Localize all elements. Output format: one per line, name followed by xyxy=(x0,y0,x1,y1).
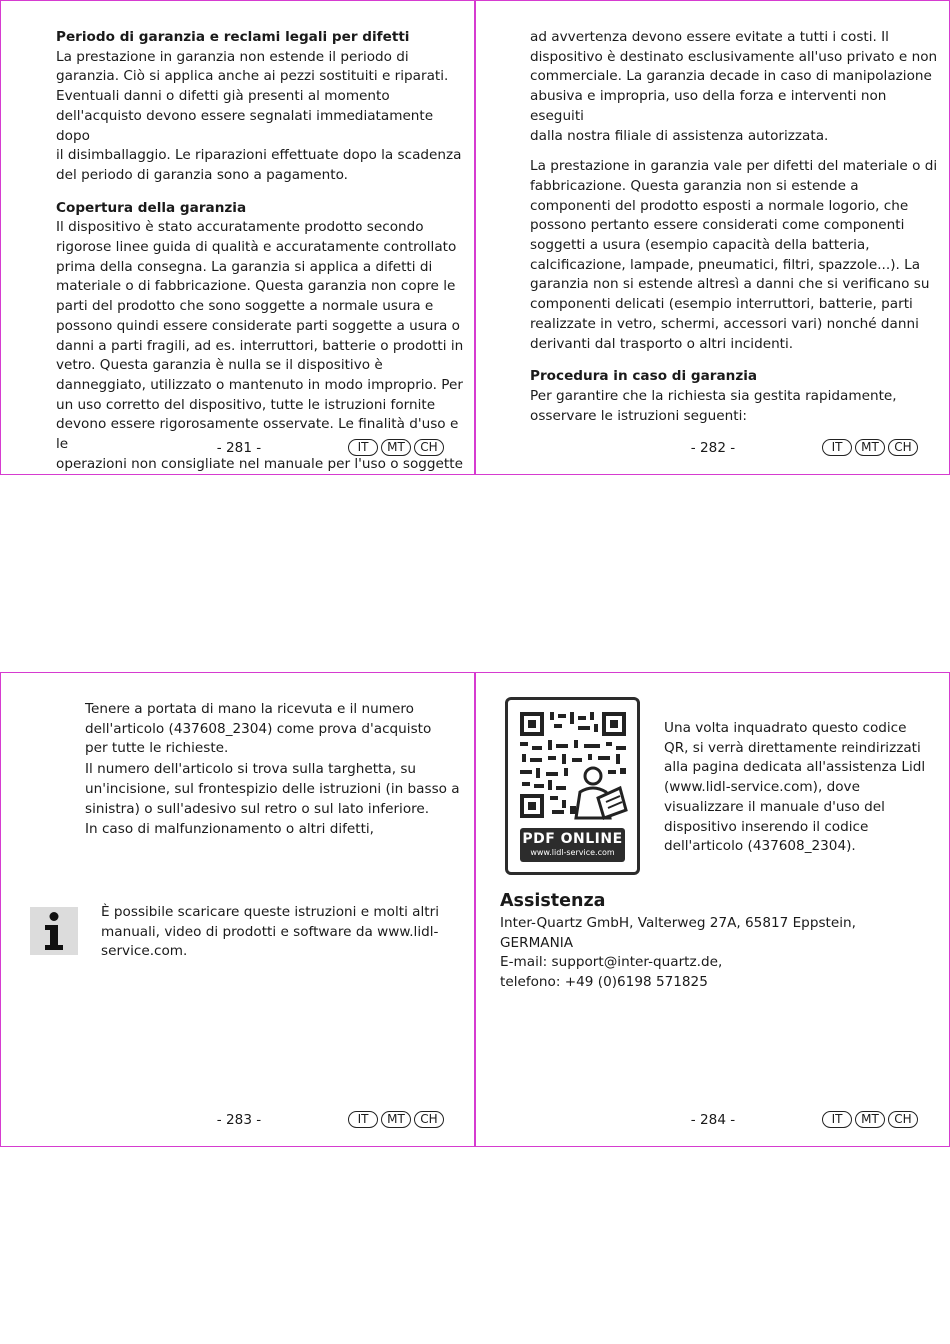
contact-line: telefono: +49 (0)6198 571825 xyxy=(500,974,708,991)
para-line: ad avvertenza devono essere evitate a tutti i costi. Il xyxy=(530,29,889,45)
country-code-mt: MT xyxy=(855,1111,885,1128)
country-code-ch: CH xyxy=(414,1111,444,1128)
para-line: il disimballaggio. Le riparazioni effettuate dopo la scadenza xyxy=(56,147,462,164)
para-line: Per garantire che la richiesta sia gestita rapidamente, xyxy=(530,387,897,404)
info-line: È possibile scaricare queste istruzioni e molti altri xyxy=(101,904,439,920)
pdf-online-title: PDF ONLINE xyxy=(522,831,623,847)
para-line: soggetti a usura (esempio capacità della batteria, xyxy=(530,237,870,254)
qr-text-line: Una volta inquadrato questo codice xyxy=(664,720,907,736)
pdf-online-url: www.lidl-service.com xyxy=(530,848,615,857)
page-283-body xyxy=(85,700,465,840)
heading-warranty-coverage: Copertura della garanzia xyxy=(56,199,247,216)
country-code-ch: CH xyxy=(414,439,444,456)
para-line: parti del prodotto che sono soggette a normale usura e xyxy=(56,298,434,315)
heading-warranty-procedure: Procedura in caso di garanzia xyxy=(530,368,758,385)
para-line: Tenere a portata di mano la ricevuta e il numero xyxy=(85,701,414,717)
heading-warranty-period: Periodo di garanzia e reclami legali per difetti xyxy=(56,29,410,45)
contact-line: GERMANIA xyxy=(500,934,574,951)
assistance-section xyxy=(500,891,930,993)
para-line: Il numero dell'articolo si trova sulla targhetta, su xyxy=(85,761,417,778)
assistance-heading: Assistenza xyxy=(500,891,606,911)
para-line: realizzate in vetro, schermi, accessori vari) nonché danni xyxy=(530,315,919,332)
para-line: devono essere rigorosamente osservate. Le finalità d'uso e le xyxy=(56,416,459,453)
qr-text-line: (www.lidl-service.com), dove xyxy=(664,779,860,796)
info-icon xyxy=(30,907,78,955)
qr-text-line: QR, si verrà direttamente reindirizzati xyxy=(664,739,921,756)
contact-line: E-mail: support@inter-quartz.de, xyxy=(500,954,723,971)
para-line: dell'acquisto devono essere segnalati immediatamente dopo xyxy=(56,107,434,144)
country-code-it: IT xyxy=(822,1111,852,1128)
para-line: commerciale. La garanzia decade in caso di manipolazione xyxy=(530,68,932,85)
qr-description xyxy=(664,719,934,857)
country-code-it: IT xyxy=(348,1111,378,1128)
para-line: dalla nostra filiale di assistenza autorizzata. xyxy=(530,127,829,144)
para-line: dispositivo è destinato esclusivamente all'uso privato e non xyxy=(530,48,938,65)
para-line: un uso corretto del dispositivo, tutte le istruzioni fornite xyxy=(56,396,436,413)
qr-text-line: dispositivo inserendo il codice xyxy=(664,818,869,835)
para-line: osservare le istruzioni seguenti: xyxy=(530,407,747,424)
pdf-online-badge xyxy=(520,828,625,862)
info-note xyxy=(101,903,461,962)
qr-pattern xyxy=(518,710,628,822)
para-line: dell'articolo (437608_2304) come prova d'acquisto xyxy=(85,720,432,737)
country-code-it: IT xyxy=(822,439,852,456)
para-line: abusiva e impropria, uso della forza e interventi non eseguiti xyxy=(530,88,887,124)
country-code-ch: CH xyxy=(888,439,918,456)
page-footer xyxy=(475,1110,949,1132)
country-code-mt: MT xyxy=(855,439,885,456)
para-line: danneggiato, utilizzato o mantenuto in modo improprio. Per xyxy=(56,376,463,393)
para-line: calcificazione, lampade, pneumatici, filtri, spazzole...). La xyxy=(530,256,921,273)
para-line: rigorose linee guida di qualità e accuratamente controllato xyxy=(56,239,457,256)
page-number: - 283 - xyxy=(216,1112,262,1128)
country-code-it: IT xyxy=(348,439,378,456)
page-footer xyxy=(1,438,475,460)
para-line: materiale o di fabbricazione. Questa garanzia non copre le xyxy=(56,278,456,295)
page-282-body xyxy=(530,28,940,426)
qr-text-line: dell'articolo (437608_2304). xyxy=(664,838,856,855)
qr-code[interactable] xyxy=(505,697,640,875)
para-line: sinistra) o sull'adesivo sul retro o sul lato inferiore. xyxy=(85,800,430,817)
country-codes xyxy=(348,1111,444,1128)
para-line: garanzia. Ciò si applica anche ai pezzi sostituiti e riparati. xyxy=(56,68,449,85)
info-line: manuali, video di prodotti e software da www.lidl- xyxy=(101,923,439,940)
para-line: un'incisione, sul frontespizio delle istruzioni (in basso a xyxy=(85,780,460,797)
page-footer xyxy=(1,1110,475,1132)
para-line: componenti del prodotto esposti a normale logorio, che xyxy=(530,197,909,214)
para-line: possono pertanto essere considerati come componenti xyxy=(530,217,905,234)
country-codes xyxy=(822,1111,918,1128)
page-footer xyxy=(475,438,949,460)
para-line: Eventuali danni o difetti già presenti al momento xyxy=(56,88,390,105)
page-281 xyxy=(0,0,476,475)
qr-text-line: alla pagina dedicata all'assistenza Lidl xyxy=(664,759,926,776)
para-line: danni a parti fragili, ad es. interruttori, batterie o prodotti in xyxy=(56,337,464,354)
country-code-mt: MT xyxy=(381,1111,411,1128)
page-282 xyxy=(474,0,950,475)
para-line: La prestazione in garanzia vale per difetti del materiale o di xyxy=(530,158,938,175)
contact-line: Inter-Quartz GmbH, Valterweg 27A, 65817 Eppstein, xyxy=(500,915,856,931)
para-line: del periodo di garanzia sono a pagamento. xyxy=(56,166,348,183)
para-line: vetro. Questa garanzia è nulla se il dispositivo è xyxy=(56,357,383,374)
page-number: - 281 - xyxy=(216,440,262,456)
page-number: - 284 - xyxy=(690,1112,736,1128)
para-line: per tutte le richieste. xyxy=(85,740,229,757)
page-281-body xyxy=(56,28,466,474)
qr-text-line: visualizzare il manuale d'uso del xyxy=(664,798,885,815)
country-codes xyxy=(822,439,918,456)
para-line: garanzia non si estende altresì a danni che si verificano su xyxy=(530,276,930,293)
para-line: fabbricazione. Questa garanzia non si estende a xyxy=(530,177,859,194)
para-line: In caso di malfunzionamento o altri difetti, xyxy=(85,821,374,838)
page-number: - 282 - xyxy=(690,440,736,456)
para-line: operazioni non consigliate nel manuale per l'uso o soggette xyxy=(56,455,463,472)
para-line: La prestazione in garanzia non estende il periodo di xyxy=(56,48,409,65)
country-code-ch: CH xyxy=(888,1111,918,1128)
info-line: service.com. xyxy=(101,943,188,960)
para-line: componenti delicati (esempio interruttori, batterie, parti xyxy=(530,296,913,313)
country-codes xyxy=(348,439,444,456)
para-line: prima della consegna. La garanzia si applica a difetti di xyxy=(56,258,433,275)
para-line: possono quindi essere considerate parti soggette a usura o xyxy=(56,317,460,334)
para-line: Il dispositivo è stato accuratamente prodotto secondo xyxy=(56,219,424,236)
para-line: derivanti dal trasporto o altri incidenti. xyxy=(530,335,794,352)
country-code-mt: MT xyxy=(381,439,411,456)
